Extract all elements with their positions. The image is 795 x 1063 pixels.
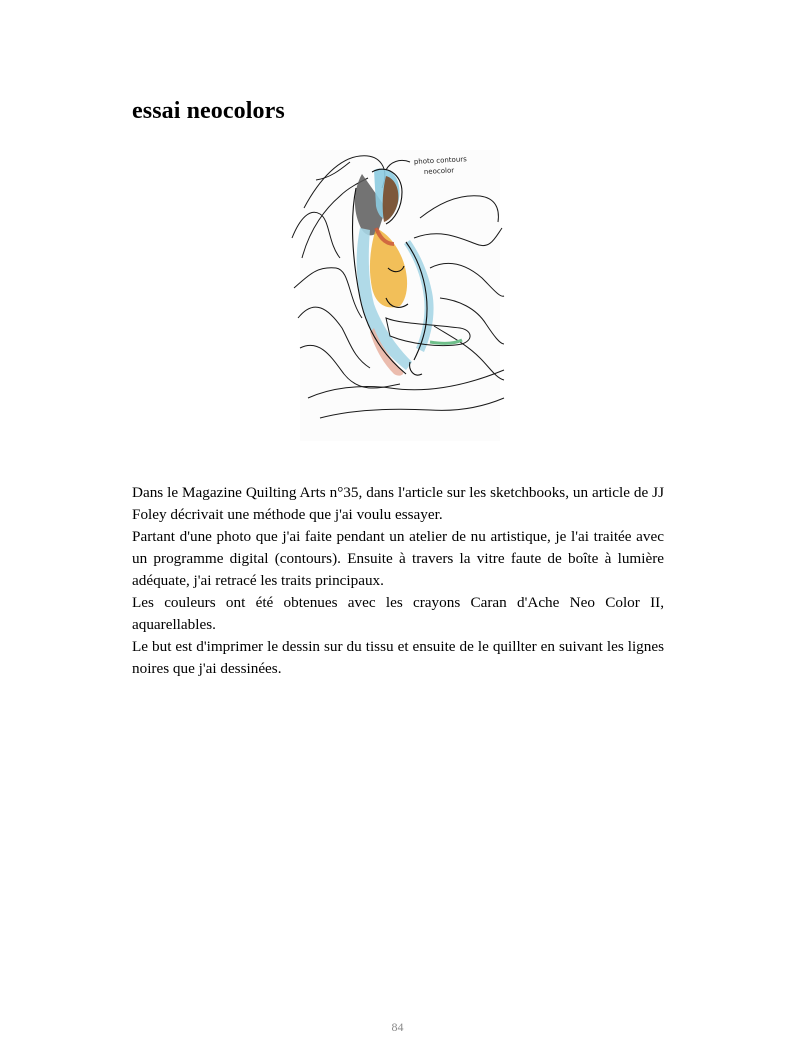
body-text [132, 482, 664, 680]
drawing-illustration [290, 148, 505, 443]
inscription-line-1: photo contours [413, 155, 468, 166]
paragraph-3: Les couleurs ont été obtenues avec les crayons Caran d'Ache Neo Color II, aquarellables. [132, 594, 664, 633]
paragraph-2: Partant d'une photo que j'ai faite pendant un atelier de nu artistique, je l'ai traitée avec un programme digital (contours). Ensuite à travers la vitre faute de boîte à lumière adéquate, j'ai retracé les traits principaux. [132, 528, 664, 589]
neocolor-drawing [290, 148, 505, 443]
paragraph-1: Dans le Magazine Quilting Arts n°35, dans l'article sur les sketchbooks, un article de JJ Foley décrivait une méthode que j'ai voulu essayer. [132, 484, 664, 523]
page-title: essai neocolors [132, 98, 285, 124]
inscription-line-2: neocolor [423, 166, 455, 176]
page-number: 84 [391, 1020, 404, 1034]
paragraph-4: Le but est d'imprimer le dessin sur du tissu et ensuite de le quillter en suivant les lignes noires que j'ai dessinées. [132, 638, 664, 677]
